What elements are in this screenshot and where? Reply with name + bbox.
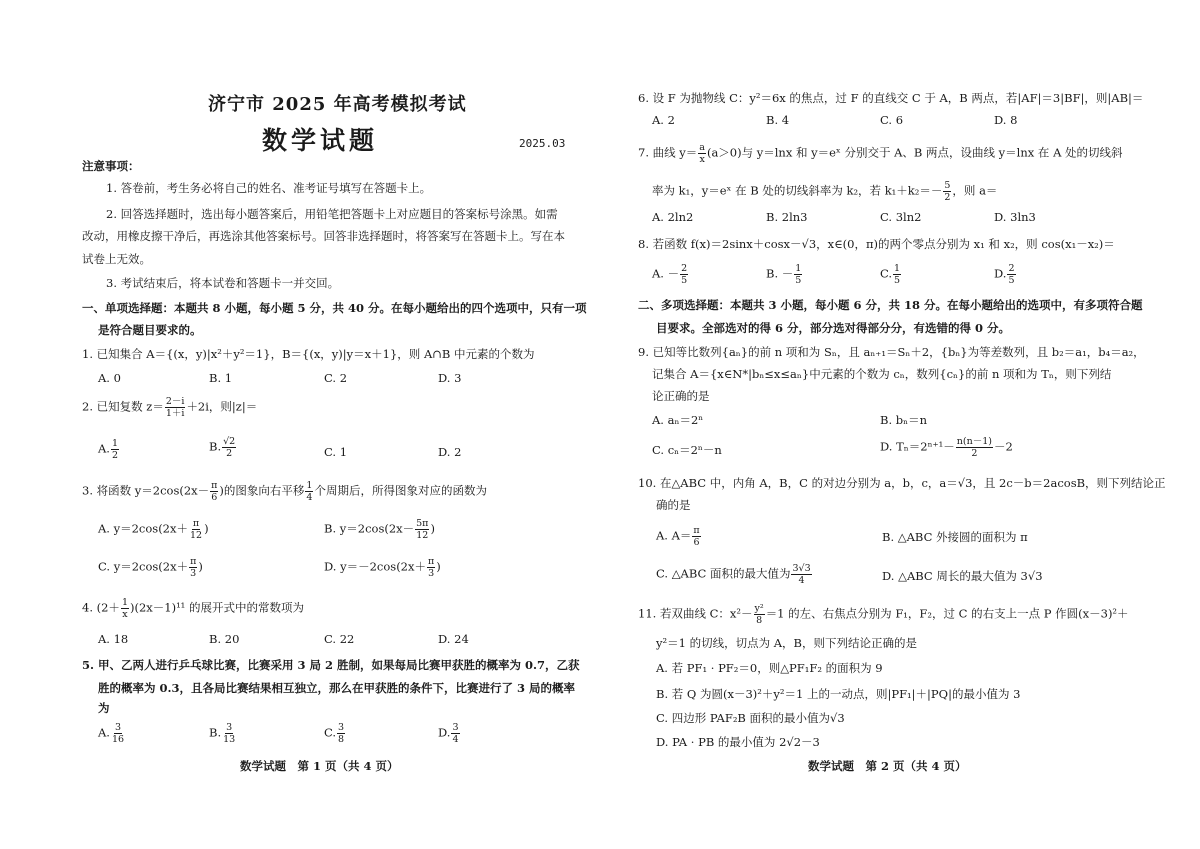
question-5-line-2: 胜的概率为 0.3，且各局比赛结果相互独立，那么在甲获胜的条件下，比赛进行了 3 局的概率 (98, 681, 576, 695)
q2-option-b: B. $\frac{√2}{2}$ (209, 436, 236, 459)
question-10-line-2: 确的是 (656, 498, 691, 512)
q9-option-a: A. aₙ＝2ⁿ (652, 413, 704, 427)
q3-option-c: C. y＝2cos(2x＋ $\frac{\pi}{3}$ ) (98, 556, 203, 579)
notice-heading: 注意事项： (82, 159, 140, 173)
page-2-footer: 数学试题 第 2 页（共 4 页） (808, 759, 967, 773)
q3-option-a: A. y＝2cos(2x＋ $\frac{\pi}{12}$ ) (98, 518, 209, 541)
notice-item-2-line-1: 2. 回答选择题时，选出每小题答案后，用铅笔把答题卡上对应题目的答案标号涂黑。如需 (106, 207, 558, 221)
q10-option-a: A. A＝ $\frac{\pi}{6}$ (656, 525, 700, 548)
q5-option-c: C. $\frac{3}{8}$ (324, 722, 345, 745)
notice-item-2-line-3: 试卷上无效。 (82, 252, 151, 266)
q8-option-a: A. － $\frac{2}{5}$ (652, 263, 688, 286)
question-7-line-2: 率为 k₁，y＝eˣ 在 B 处的切线斜率为 k₂，若 k₁＋k₂＝－ $\frac{5}{2}$ ，则 a＝ (652, 180, 998, 203)
q5-option-d: D. $\frac{3}{4}$ (438, 722, 459, 745)
q2-fraction: $\frac{2-i}{1+i}$ (165, 396, 185, 419)
q2-option-a: A. $\frac{1}{2}$ (98, 438, 119, 461)
question-2: 2. 已知复数 z＝ $\frac{2-i}{1+i}$ ＋2i，则|z|＝ (82, 396, 258, 419)
q2-option-c: C. 1 (324, 445, 348, 459)
section-1-heading-cont: 是符合题目要求的。 (98, 323, 202, 337)
q1-option-c: C. 2 (324, 371, 348, 385)
question-4: 4. (2＋ $\frac{1}{x}$ )(2x－1)¹¹ 的展开式中的常数项为 (82, 597, 304, 620)
q6-option-c: C. 6 (880, 113, 904, 127)
q4-option-a: A. 18 (98, 632, 129, 646)
q1-option-a: A. 0 (98, 371, 121, 385)
notice-item-2-line-2: 改动，用橡皮擦干净后，再选涂其他答案标号。回答非选择题时，将答案写在答题卡上。写在本 (82, 229, 565, 243)
q9-option-b: B. bₙ＝n (880, 413, 928, 427)
question-10-line-1: 10. 在△ABC 中，内角 A，B，C 的对边分别为 a，b，c，a＝√3，且 2c－b＝2acosB，则下列结论正 (638, 476, 1166, 490)
section-2-heading: 二、多项选择题：本题共 3 小题，每小题 6 分，共 18 分。在每小题给出的选项中，有多项符合题 (638, 298, 1143, 312)
question-7-line-1: 7. 曲线 y＝ $\frac{a}{x}$ (a＞0)与 y＝lnx 和 y＝eˣ 分别交于 A、B 两点，设曲线 y＝lnx 在 A 处的切线斜 (638, 142, 1123, 165)
q9-option-d: D. Tₙ＝2ⁿ⁺¹－ $\frac{n(n-1)}{2}$ －2 (880, 436, 1013, 459)
section-2-heading-cont: 目要求。全部选对的得 6 分，部分选对得部分分，有选错的得 0 分。 (656, 321, 1011, 335)
q4-option-c: C. 22 (324, 632, 355, 646)
q8-option-c: C. $\frac{1}{5}$ (880, 263, 901, 286)
question-5-line-1: 5. 甲、乙两人进行乒乓球比赛，比赛采用 3 局 2 胜制，如果每局比赛甲获胜的概率为 0.7，乙获 (82, 658, 580, 672)
q3-option-d: D. y＝－2cos(2x＋ $\frac{\pi}{3}$ ) (324, 556, 441, 579)
q4-option-b: B. 20 (209, 632, 240, 646)
question-11-line-1: 11. 若双曲线 C：x²－ $\frac{\text{y²}}{8}$ ＝1 的左、右焦点分别为 F₁，F₂，过 C 的右支上一点 P 作圆(x－3)²＋ (638, 603, 1129, 626)
q7-option-a: A. 2ln2 (652, 210, 694, 224)
q10-option-c: C. △ABC 面积的最大值为 $\frac{3√3}{4}$ (656, 563, 811, 586)
section-1-heading: 一、单项选择题：本题共 8 小题，每小题 5 分，共 40 分。在每小题给出的四个选项中，只有一项 (82, 301, 587, 315)
q5-option-b: B. $\frac{3}{13}$ (209, 722, 236, 745)
question-9-line-3: 论正确的是 (652, 389, 710, 403)
q1-option-d: D. 3 (438, 371, 462, 385)
q10-option-d: D. △ABC 周长的最大值为 3√3 (882, 569, 1043, 583)
q11-option-c: C. 四边形 PAF₂B 面积的最小值为√3 (656, 711, 845, 725)
q7-option-d: D. 3ln3 (994, 210, 1036, 224)
q1-option-b: B. 1 (209, 371, 233, 385)
q7-option-c: C. 3ln2 (880, 210, 922, 224)
q6-option-a: A. 2 (652, 113, 675, 127)
question-1: 1. 已知集合 A＝{(x，y)|x²＋y²＝1}，B＝{(x，y)|y＝x＋1}，则 A∩B 中元素的个数为 (82, 347, 535, 361)
question-5-line-3: 为 (98, 701, 110, 715)
q5-option-a: A. $\frac{3}{16}$ (98, 722, 125, 745)
question-6: 6. 设 F 为抛物线 C：y²＝6x 的焦点，过 F 的直线交 C 于 A，B 两点，若|AF|＝3|BF|，则|AB|＝ (638, 91, 1144, 105)
question-11-line-2: y²＝1 的切线，切点为 A，B，则下列结论正确的是 (656, 636, 917, 650)
q11-option-a: A. 若 PF₁ · PF₂＝0，则△PF₁F₂ 的面积为 9 (656, 661, 883, 675)
exam-date: 2025.03 (519, 137, 566, 150)
q8-option-d: D. $\frac{2}{5}$ (994, 263, 1015, 286)
q8-option-b: B. － $\frac{1}{5}$ (766, 263, 802, 286)
question-3: 3. 将函数 y＝2cos(2x－ $\frac{\pi}{6}$ )的图象向右平移 $\frac{1}{4}$ 个周期后，所得图象对应的函数为 (82, 480, 487, 503)
subject-title: 数学试题 (262, 126, 379, 155)
q4-option-d: D. 24 (438, 632, 469, 646)
q11-option-d: D. PA · PB 的最小值为 2√2－3 (656, 735, 820, 749)
q6-option-d: D. 8 (994, 113, 1018, 127)
notice-item-1: 1. 答卷前，考生务必将自己的姓名、准考证号填写在答题卡上。 (106, 181, 432, 195)
question-9-line-1: 9. 已知等比数列{aₙ}的前 n 项和为 Sₙ，且 aₙ₊₁＝Sₙ＋2，{bₙ}为等差数列，且 b₂＝a₁，b₄＝a₂， (638, 345, 1145, 359)
exam-page-2 (600, 0, 1200, 849)
q3-option-b: B. y＝2cos(2x－ $\frac{5\pi}{12}$ ) (324, 518, 435, 541)
question-9-line-2: 记集合 A＝{x∈N*|bₙ≤x≤aₙ}中元素的个数为 cₙ，数列{cₙ}的前 n 项和为 Tₙ，则下列结 (652, 367, 1112, 381)
q6-option-b: B. 4 (766, 113, 790, 127)
exam-header-title: 济宁市 2025 年高考模拟考试 (208, 94, 467, 115)
q11-option-b: B. 若 Q 为圆(x－3)²＋y²＝1 上的一动点，则|PF₁|＋|PQ|的最小值为 3 (656, 687, 1021, 701)
q9-option-c: C. cₙ＝2ⁿ－n (652, 443, 722, 457)
question-8: 8. 若函数 f(x)＝2sinx＋cosx－√3，x∈(0，π)的两个零点分别为 x₁ 和 x₂，则 cos(x₁－x₂)＝ (638, 237, 1115, 251)
q2-option-d: D. 2 (438, 445, 462, 459)
q10-option-b: B. △ABC 外接圆的面积为 π (882, 530, 1028, 544)
notice-item-3: 3. 考试结束后，将本试卷和答题卡一并交回。 (106, 276, 340, 290)
page-1-footer: 数学试题 第 1 页（共 4 页） (240, 759, 399, 773)
q7-option-b: B. 2ln3 (766, 210, 808, 224)
